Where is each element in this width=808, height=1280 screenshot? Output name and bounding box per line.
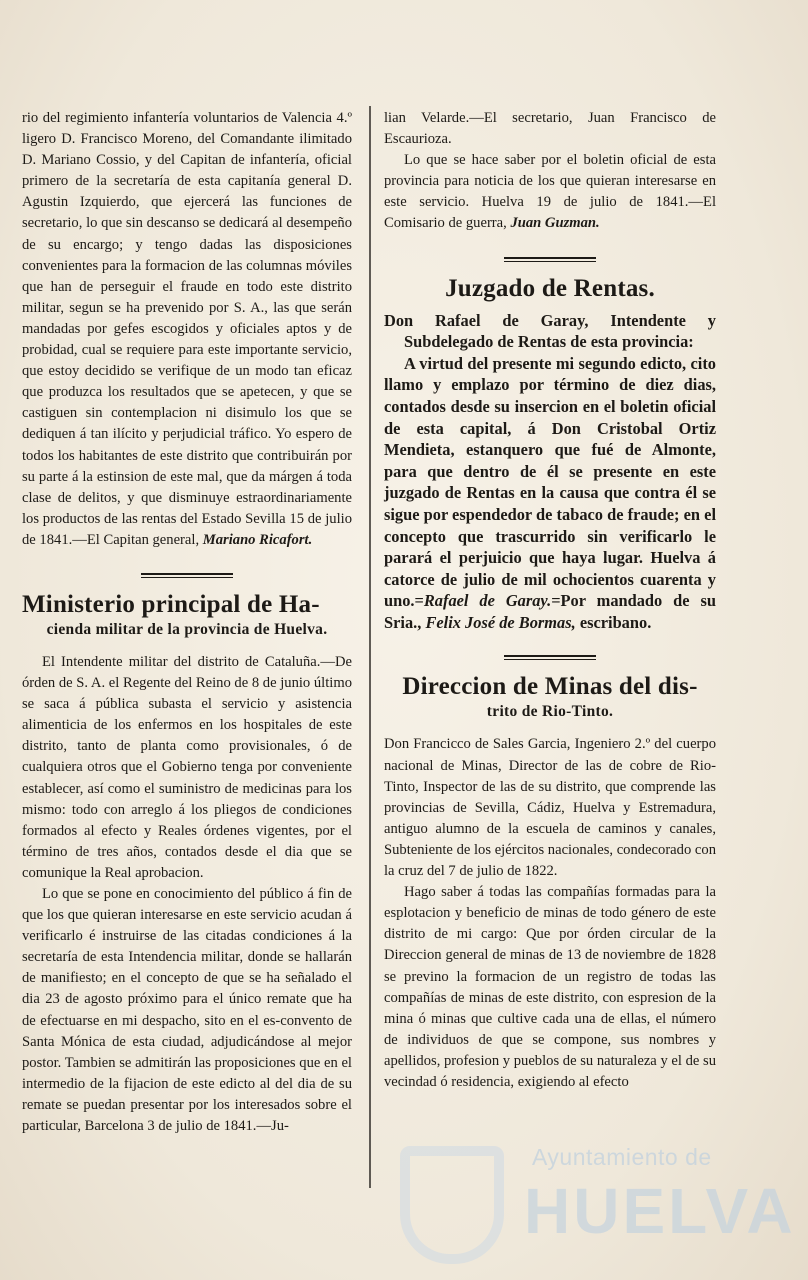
minas-paragraph-2: Hago saber á todas las compañías formadas para la esplotacion y beneficio de minas de todo género de este distrito de mi cargo: Que por órden circular de la Direccion general de minas de 13 de noviembre de 1828 se previno la formacion de un registro de todas las compañías de minas de este distrito, con espresion de la mina ó minas que cultive cada una de ellas, el número de individuos de que se compone, sus nombres y apellidos, profesion y pueblos de su naturaleza y el de su vecindad ó residencia, exigiendo al efecto [384,884,716,1090]
section-title-minas: Direccion de Minas del dis- [402,673,698,701]
column-divider [369,106,371,1188]
intro-signature: Mariano Ricafort. [202,531,313,548]
continuation-paragraph: lian Velarde.—El secretario, Juan Francisco de Escaurioza. [384,110,716,148]
section-divider [141,573,233,578]
watermark-line-2: HUELVA [524,1175,796,1247]
rentas-signature-1: Rafael de Garay. [423,591,552,611]
section-subtitle-hacienda: cienda militar de la provincia de Huelva. [46,620,328,638]
section-title-hacienda: Ministerio principal de Ha- [22,590,320,618]
intro-paragraph [22,108,352,551]
rentas-body-text: A virtud del presente mi segundo edicto, cito llamo y emplazo por término de diez dias, contados desde su insercion en el boletin oficial de esta capital, á Don Cristobal Ortiz Mendieta, estanquero que fué de Almonte, para que dentro de él se presente en este juzgado de Rentas en la causa que contra él se sigue por espendedor de tabaco de fraude; en el concepto que trascurrido sin verificarlo le parará el perjuicio que haya lugar. Huelva á catorce de julio de mil ochocientos cuarenta y uno.= [384,353,716,611]
rentas-mid-text: =Por mandado de su Sria., [384,591,716,632]
hacienda-paragraph-1: El Intendente militar del distrito de Cataluña.—De órden de S. A. el Regente del Reino de 8 de junio último se saca á pública subasta el servicio y asistencia alimenticia de los enfermos en los hospitales de este distrito, tanto de planta como provisionales, ó de cualquiera otros que el Gobierno tenga por conveniente establecer, así como el suministro de medicinas para los mismo: todo con arreglo á los pliegos de condiciones formados al efecto y Reales órdenes vigentes, por el término de tres años, contados desde el dia que se comunique la Real aprobacion. [22,653,352,881]
notice-text: Lo que se hace saber por el boletin oficial de esta provincia para noticia de los que quieran interesarse en este servicio. Huelva 19 de julio de 1841.—El Comisario de guerra, [384,152,716,232]
section-title-rentas: Juzgado de Rentas. [445,274,655,302]
rentas-end-text: escribano. [579,612,652,632]
left-column [22,108,352,1137]
intro-text: rio del regimiento infantería voluntarios de Valencia 4.º ligero D. Francisco Moreno, del Comandante ilimitado D. Mariano Cossio, y del Capitan de infantería, oficial primero de la secretaría de esta capitanía general D. Agustin Izquierdo, que ejercerá las funciones de secretario, lo que sin descanso se dedicará al desempeño de su encargo; y tengo dadas las disposiciones convenientes para la formacion de las columnas móviles que han de perseguir el fraude en todo este distrito militar, segun se ha prevenido por S. A., las que serán mandadas por gefes escogidos y oficiales aptos y de probidad, cual se requiere para este importante servicio, que estoy decidido se verifique de un modo tan eficaz que produzca los resultados que se apetecen, y que se castiguen sin contemplacion ni disimulo los que se dediquen á tan ilícito y perjudicial tráfico. Yo espero de todos los habitantes de este distrito que contribuirán por su parte á la estinsion de este mal, que da márgen á toda clase de delitos, y que disminuye estraordinariamente los productos de las rentas del Estado Sevilla 15 de julio de 1841.—El Capitan general, [22,110,352,548]
notice-paragraph [384,150,716,234]
watermark-line-1: Ayuntamiento de [532,1144,712,1170]
rentas-signature-2: Felix José de Bormas, [425,612,576,632]
rentas-heading-paragraph: Don Rafael de Garay, Intendente y Subdelegado de Rentas de esta provincia: [384,310,716,352]
hacienda-paragraph-2: Lo que se pone en conocimiento del público á fin de que los que quieran interesarse en este servicio acudan á verificarlo é instruirse de las citadas condiciones á la secretaría de esta Intendencia militar, donde se hallarán de manifiesto; en el concepto de que se ha señalado el dia 23 de agosto próximo para el único remate que ha de efectuarse en mi despacho, sito en el es-convento de Santa Mónica de esta ciudad, adjudicándose al mejor postor. Tambien se admitirán las proposiciones que en el intermedio de la fijacion de este edicto al del dia de su remate se puedan presentar por los interesados sobre el particular, Barcelona 3 de julio de 1841.—Ju- [22,886,352,1135]
seal-icon [400,1146,504,1264]
rentas-body-paragraph [384,353,716,634]
ayuntamiento-watermark [400,1140,796,1270]
section-divider [504,655,596,660]
right-column [384,108,716,1093]
section-subtitle-minas: trito de Rio-Tinto. [486,703,614,721]
minas-paragraph-1: Don Francicco de Sales Garcia, Ingeniero 2.º del cuerpo nacional de Minas, Director de las de cobre de Rio-Tinto, Inspector de las de su distrito, que comprende las provincias de Sevilla, Cádiz, Huelva y Estremadura, antiguo alumno de la escuela de caminos y canales, Subteniente de los ejércitos nacionales, condecorado con la cruz del 7 de julio de 1822. [384,736,716,880]
notice-signature: Juan Guzman. [510,215,600,232]
section-divider [504,257,596,262]
